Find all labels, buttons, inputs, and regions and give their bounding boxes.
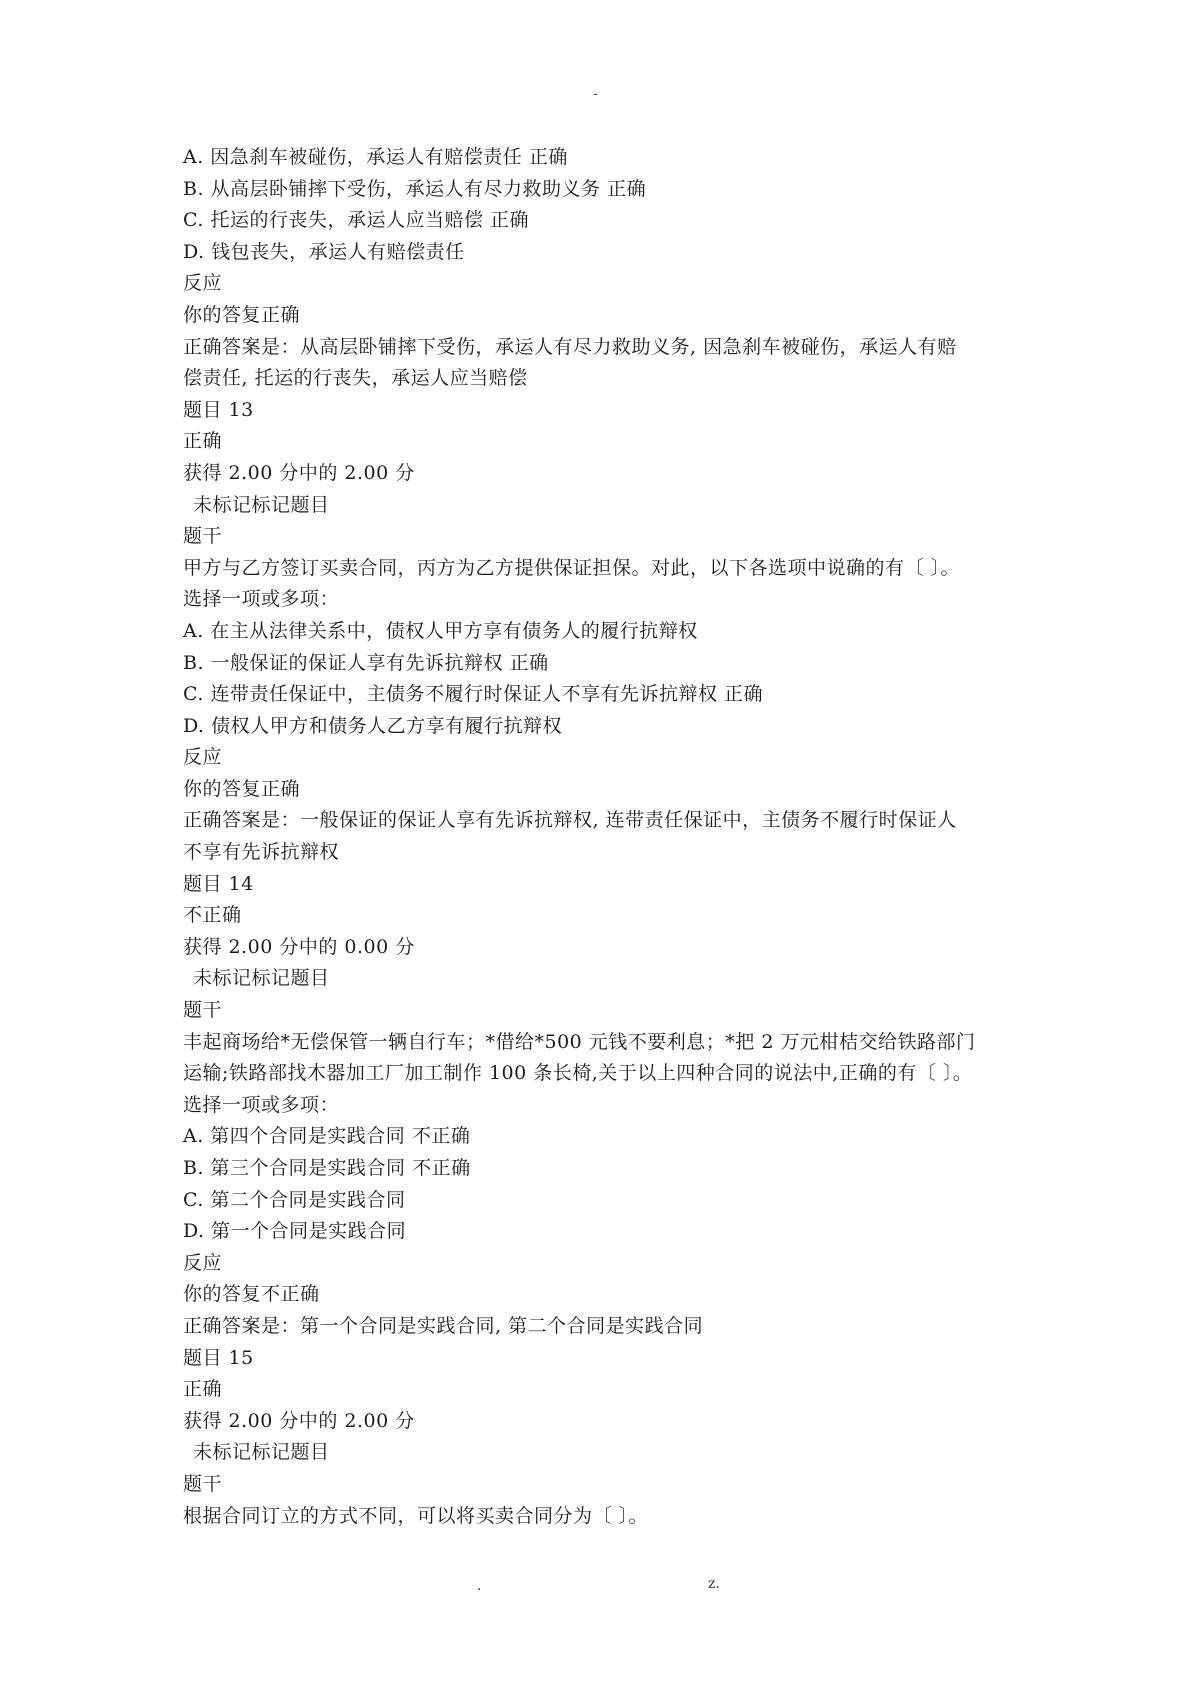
select-instruction: 选择一项或多项： bbox=[183, 588, 340, 611]
question-text: 根据合同订立的方式不同，可以将买卖合同分为〔 〕。 bbox=[183, 1504, 649, 1527]
document-body bbox=[183, 142, 1023, 1532]
correct-answer-line: 不享有先诉抗辩权 bbox=[183, 841, 340, 864]
flag-question-link[interactable]: 未标记标记题目 bbox=[193, 967, 330, 990]
correct-answer-line: 正确答案是：第一个合同是实践合同, 第二个合同是实践合同 bbox=[183, 1314, 704, 1337]
correct-answer-line: 正确答案是：从高层卧铺摔下受伤，承运人有尽力救助义务, 因急刹车被碰伤，承运人有赔 bbox=[183, 335, 957, 358]
question-text: 运输;铁路部找木器加工厂加工制作 100 条长椅,关于以上四种合同的说法中,正确的有〔 〕。 bbox=[183, 1062, 973, 1085]
question-number: 题目 13 bbox=[183, 398, 254, 421]
flag-question-link[interactable]: 未标记标记题目 bbox=[193, 1441, 330, 1464]
question-status: 正确 bbox=[183, 430, 223, 453]
option-line: C. 连带责任保证中，主债务不履行时保证人不享有先诉抗辩权 正确 bbox=[183, 683, 763, 706]
option-line: B. 一般保证的保证人享有先诉抗辩权 正确 bbox=[183, 651, 549, 674]
flag-question-link[interactable]: 未标记标记题目 bbox=[193, 493, 330, 516]
option-line: C. 第二个合同是实践合同 bbox=[183, 1188, 406, 1211]
option-line: D. 债权人甲方和债务人乙方享有履行抗辩权 bbox=[183, 714, 563, 737]
page-footer-dot: . bbox=[477, 1578, 482, 1594]
option-line: A. 第四个合同是实践合同 不正确 bbox=[183, 1125, 471, 1148]
option-line: B. 第三个合同是实践合同 不正确 bbox=[183, 1157, 471, 1179]
option-line: B. 从高层卧铺摔下受伤，承运人有尽力救助义务 正确 bbox=[183, 177, 647, 200]
option-line: A. 在主从法律关系中，债权人甲方享有债务人的履行抗辩权 bbox=[183, 619, 698, 642]
correct-answer-line: 偿责任, 托运的行丧失，承运人应当赔偿 bbox=[183, 367, 528, 390]
question-stem-heading: 题干 bbox=[183, 1472, 223, 1495]
option-line: C. 托运的行丧失，承运人应当赔偿 正确 bbox=[183, 209, 529, 232]
option-line: D. 第一个合同是实践合同 bbox=[183, 1220, 407, 1243]
question-text: 甲方与乙方签订买卖合同，丙方为乙方提供保证担保。对此，以下各选项中说确的有〔 〕。 bbox=[183, 556, 961, 579]
question-score: 获得 2.00 分中的 0.00 分 bbox=[183, 935, 415, 958]
select-instruction: 选择一项或多项： bbox=[183, 1093, 340, 1116]
option-line: A. 因急刹车被碰伤，承运人有赔偿责任 正确 bbox=[183, 146, 568, 168]
question-stem-heading: 题干 bbox=[183, 999, 223, 1022]
your-answer-status: 你的答复正确 bbox=[183, 303, 301, 326]
page-header-mark: - bbox=[593, 86, 598, 102]
feedback-heading: 反应 bbox=[183, 272, 223, 295]
question-number: 题目 15 bbox=[183, 1346, 254, 1369]
question-status: 正确 bbox=[183, 1378, 223, 1401]
question-status: 不正确 bbox=[183, 904, 242, 927]
page-footer-mark: z. bbox=[708, 1576, 720, 1592]
question-score: 获得 2.00 分中的 2.00 分 bbox=[183, 1409, 415, 1432]
question-number: 题目 14 bbox=[183, 872, 254, 895]
question-stem-heading: 题干 bbox=[183, 525, 223, 548]
question-score: 获得 2.00 分中的 2.00 分 bbox=[183, 461, 415, 484]
question-text: 丰起商场给*无偿保管一辆自行车；*借给*500 元钱不要利息；*把 2 万元柑桔交给铁路部门 bbox=[183, 1030, 976, 1053]
feedback-heading: 反应 bbox=[183, 746, 223, 769]
your-answer-status: 你的答复不正确 bbox=[183, 1283, 320, 1306]
correct-answer-line: 正确答案是：一般保证的保证人享有先诉抗辩权, 连带责任保证中，主债务不履行时保证人 bbox=[183, 809, 957, 832]
option-line: D. 钱包丧失，承运人有赔偿责任 bbox=[183, 240, 465, 263]
feedback-heading: 反应 bbox=[183, 1251, 223, 1274]
your-answer-status: 你的答复正确 bbox=[183, 777, 301, 800]
